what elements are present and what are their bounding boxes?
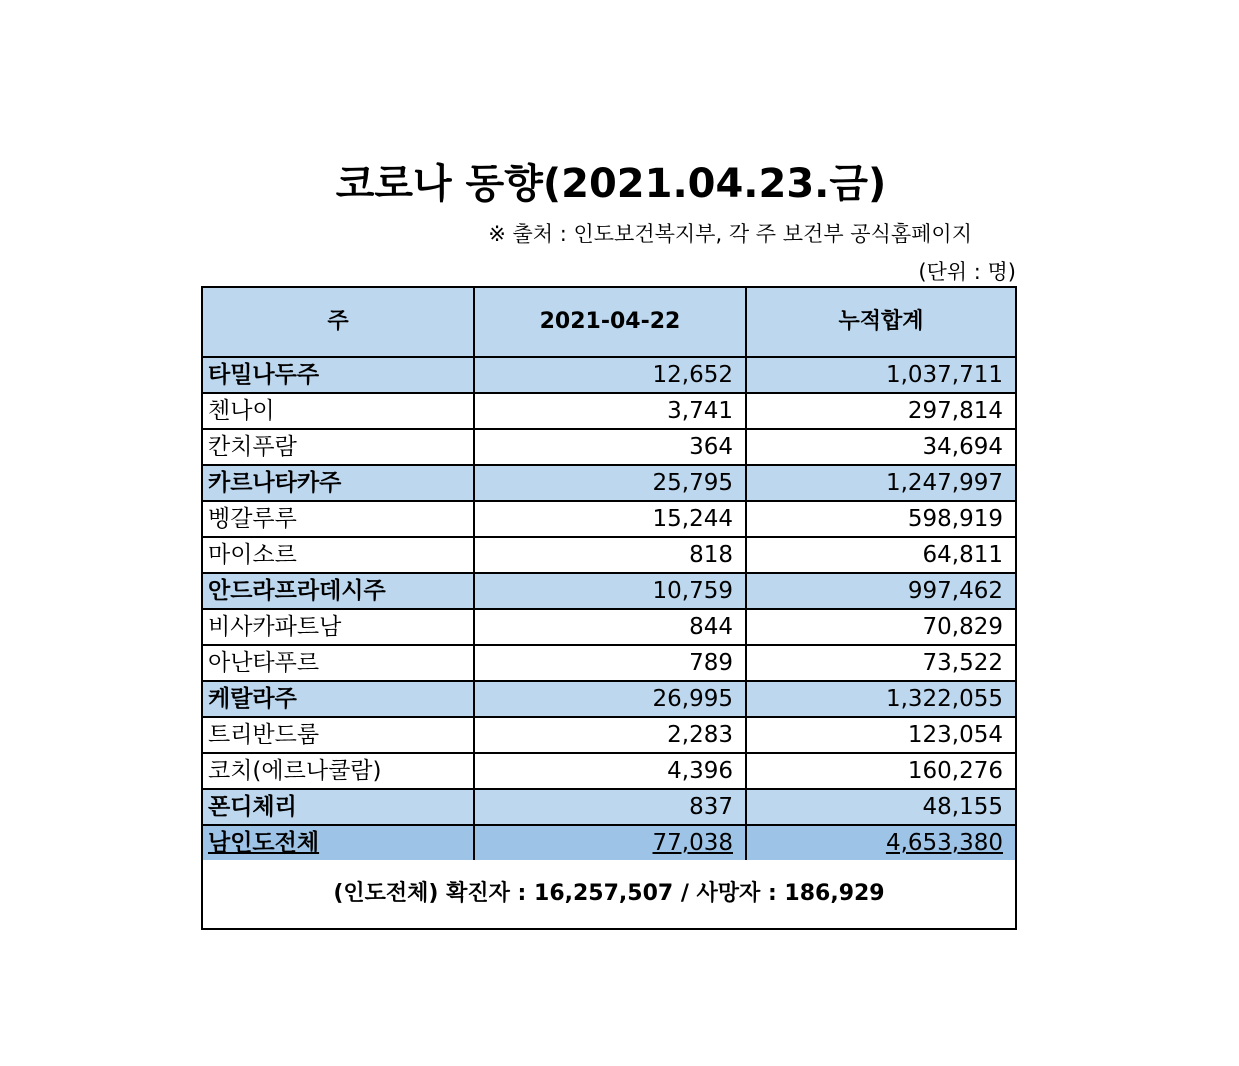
row-cumulative: 34,694 — [922, 434, 1003, 460]
header-state: 주 — [203, 288, 475, 356]
row-daily: 844 — [475, 610, 747, 644]
row-name: 벵갈루루 — [203, 502, 475, 536]
unit-note: (단위 : 명) — [918, 260, 1016, 284]
row-daily: 818 — [475, 538, 747, 572]
row-name: 남인도전체 — [203, 826, 475, 860]
row-name: 아난타푸르 — [203, 646, 475, 680]
row-daily: 2,283 — [475, 718, 747, 752]
row-cumulative: 1,247,997 — [885, 470, 1003, 496]
row-cumulative: 4,653,380 — [885, 830, 1003, 856]
summary-text: (인도전체) 확진자 : 16,257,507 / 사망자 : 186,929 — [203, 860, 1015, 928]
row-daily: 12,652 — [475, 358, 747, 392]
row-cumulative: 160,276 — [907, 758, 1003, 784]
row-daily: 10,759 — [475, 574, 747, 608]
table-row — [203, 394, 1015, 430]
table-row — [203, 430, 1015, 466]
row-name: 코치(에르나쿨람) — [203, 754, 475, 788]
table-row — [203, 826, 1015, 860]
source-note: ※ 출처 : 인도보건복지부, 각 주 보건부 공식홈페이지 — [488, 222, 972, 246]
table-row — [203, 646, 1015, 682]
row-name: 트리반드룸 — [203, 718, 475, 752]
row-cumulative: 1,322,055 — [885, 686, 1003, 712]
row-name: 케랄라주 — [203, 682, 475, 716]
table-row — [203, 574, 1015, 610]
header-cumulative: 누적합계 — [838, 309, 924, 334]
row-daily: 837 — [475, 790, 747, 824]
row-name: 마이소르 — [203, 538, 475, 572]
row-name: 칸치푸람 — [203, 430, 475, 464]
table-row — [203, 754, 1015, 790]
row-name: 타밀나두주 — [203, 358, 475, 392]
header-date: 2021-04-22 — [475, 288, 747, 356]
summary-row — [203, 860, 1015, 928]
row-cumulative: 297,814 — [907, 398, 1003, 424]
table-row — [203, 718, 1015, 754]
row-daily: 15,244 — [475, 502, 747, 536]
row-name: 비사카파트남 — [203, 610, 475, 644]
row-cumulative: 70,829 — [922, 614, 1003, 640]
table-row — [203, 682, 1015, 718]
covid-table — [201, 286, 1017, 930]
row-cumulative: 598,919 — [907, 506, 1003, 532]
table-row — [203, 538, 1015, 574]
row-daily: 26,995 — [475, 682, 747, 716]
table-row — [203, 466, 1015, 502]
table-row — [203, 358, 1015, 394]
table-header-row — [203, 288, 1015, 358]
row-name: 카르나타카주 — [203, 466, 475, 500]
table-row — [203, 502, 1015, 538]
row-daily: 77,038 — [475, 826, 747, 860]
table-row — [203, 610, 1015, 646]
page-title: 코로나 동향(2021.04.23.금) — [335, 161, 887, 207]
row-daily: 3,741 — [475, 394, 747, 428]
table-row — [203, 790, 1015, 826]
row-daily: 4,396 — [475, 754, 747, 788]
row-name: 첸나이 — [203, 394, 475, 428]
row-cumulative: 73,522 — [922, 650, 1003, 676]
row-cumulative: 123,054 — [907, 722, 1003, 748]
row-daily: 789 — [475, 646, 747, 680]
table-body — [203, 358, 1015, 860]
row-daily: 364 — [475, 430, 747, 464]
row-cumulative: 64,811 — [922, 542, 1003, 568]
row-cumulative: 997,462 — [907, 578, 1003, 604]
row-cumulative: 1,037,711 — [885, 362, 1003, 388]
row-name: 폰디체리 — [203, 790, 475, 824]
row-daily: 25,795 — [475, 466, 747, 500]
row-cumulative: 48,155 — [922, 794, 1003, 820]
row-name: 안드라프라데시주 — [203, 574, 475, 608]
